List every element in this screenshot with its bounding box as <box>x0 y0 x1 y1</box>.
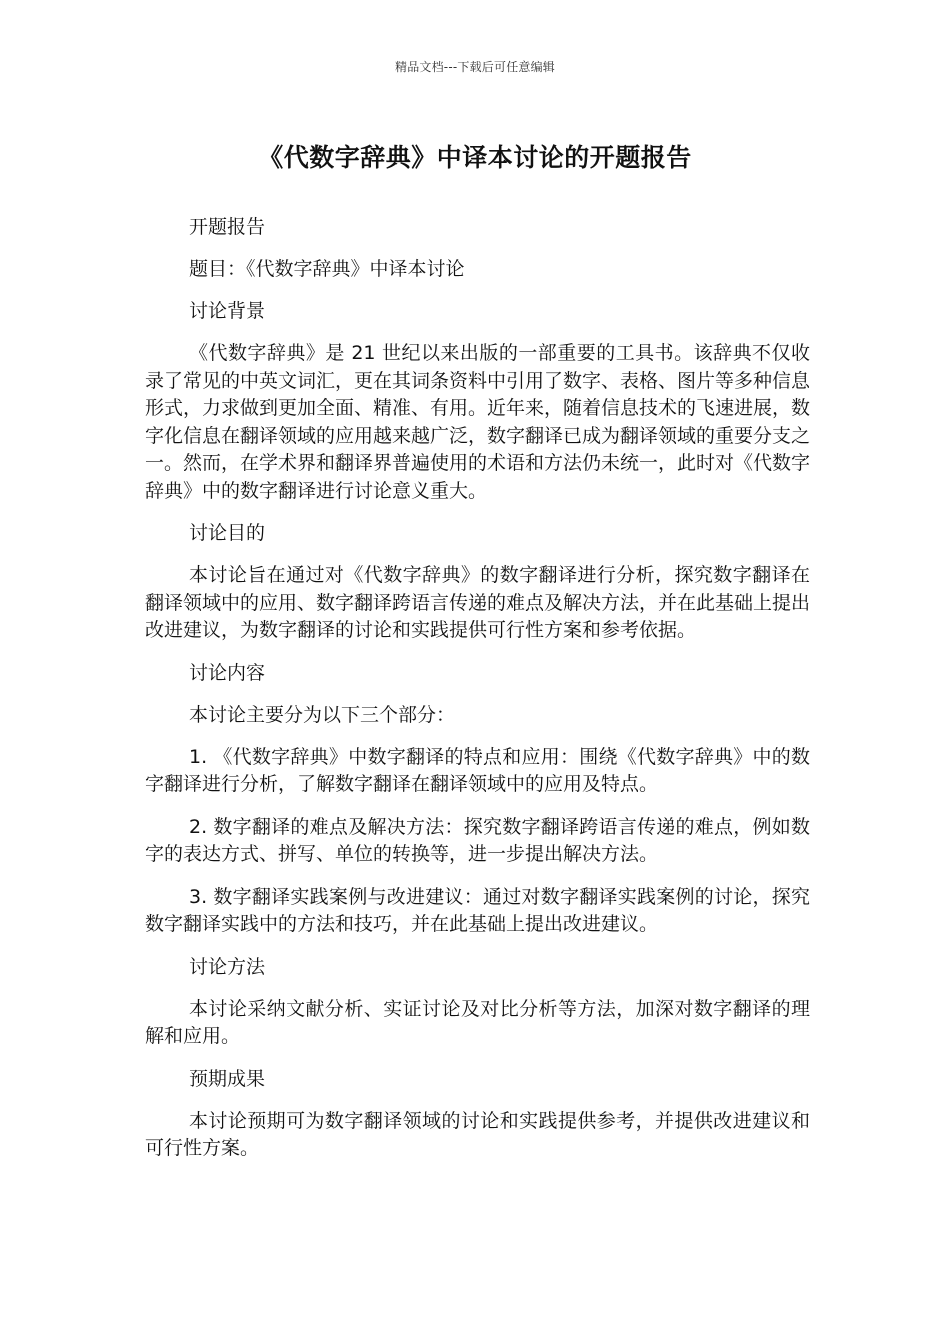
content-heading: 讨论内容 <box>189 661 266 684</box>
content-item-3: 3. 数字翻译实践案例与改进建议：通过对数字翻译实践案例的讨论，探究数字翻译实践中的方法和技巧，并在此基础上提出改进建议。 <box>145 885 810 935</box>
document-title: 《代数字辞典》中译本讨论的开题报告 <box>258 143 692 172</box>
content-intro: 本讨论主要分为以下三个部分： <box>189 703 456 726</box>
background-heading: 讨论背景 <box>189 300 266 322</box>
purpose-heading: 讨论目的 <box>189 522 266 544</box>
method-heading: 讨论方法 <box>189 955 266 978</box>
method-paragraph: 本讨论采纳文献分析、实证讨论及对比分析等方法，加深对数字翻译的理解和应用。 <box>145 997 810 1047</box>
outcome-heading: 预期成果 <box>189 1067 266 1090</box>
topic-line: 题目：《代数字辞典》中译本讨论 <box>189 258 465 280</box>
background-paragraph: 《代数字辞典》是 21 世纪以来出版的一部重要的工具书。该辞典不仅收录了常见的中英文词汇，更在其词条资料中引用了数字、表格、图片等多种信息形式，力求做到更加全面、精准、有用。近年来，随着信息技术的飞速进展，数字化信息在翻译领域的应用越来越广泛，数字翻译已成为翻译领域的重要分支之一。然而，在学术界和翻译界普遍使用的术语和方法仍未统一，此时对《代数字辞典》中的数字翻译进行讨论意义重大。 <box>145 342 811 502</box>
report-heading: 开题报告 <box>189 216 266 238</box>
document-body <box>145 214 810 1178</box>
outcome-paragraph: 本讨论预期可为数字翻译领域的讨论和实践提供参考，并提供改进建议和可行性方案。 <box>145 1109 810 1159</box>
header-note: 精品文档---下载后可任意编辑 <box>395 60 555 74</box>
purpose-paragraph: 本讨论旨在通过对《代数字辞典》的数字翻译进行分析，探究数字翻译在翻译领域中的应用、数字翻译跨语言传递的难点及解决方法，并在此基础上提出改进建议，为数字翻译的讨论和实践提供可行性方案和参考依据。 <box>145 564 811 641</box>
content-item-1: 1. 《代数字辞典》中数字翻译的特点和应用：围绕《代数字辞典》中的数字翻译进行分析，了解数字翻译在翻译领域中的应用及特点。 <box>145 745 810 795</box>
content-item-2: 2. 数字翻译的难点及解决方法：探究数字翻译跨语言传递的难点，例如数字的表达方式、拼写、单位的转换等，进一步提出解决方法。 <box>145 815 810 865</box>
